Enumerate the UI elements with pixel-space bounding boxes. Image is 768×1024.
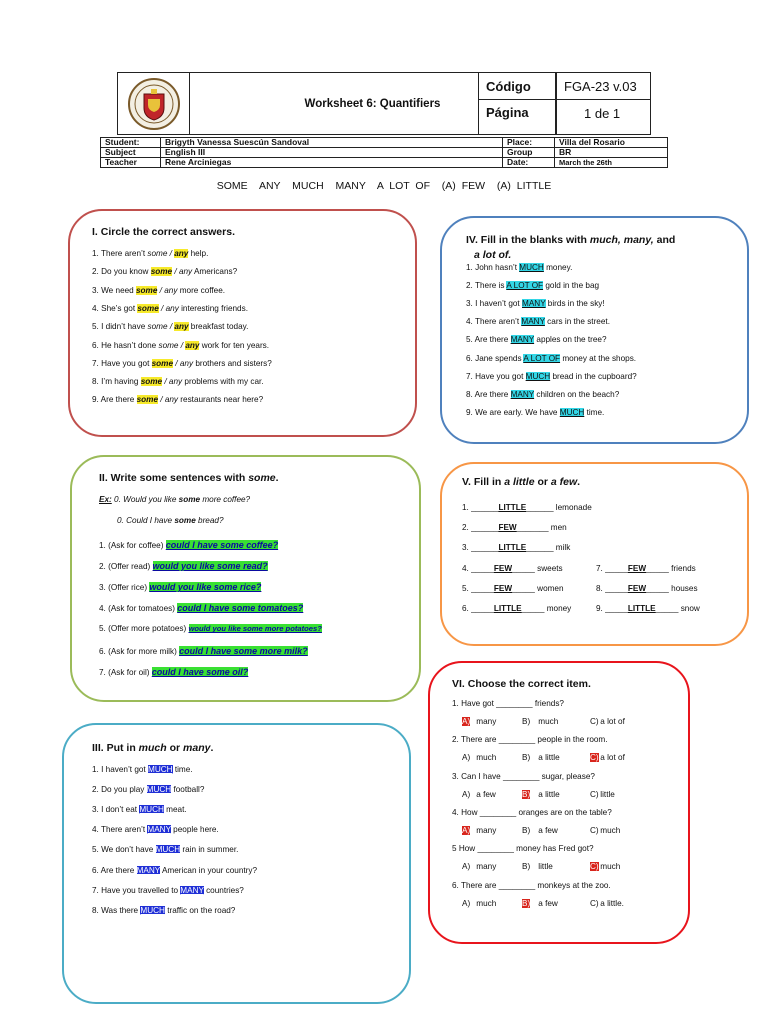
option-separator: / bbox=[167, 249, 175, 258]
circle-item bbox=[92, 359, 272, 368]
item-number: 7. bbox=[596, 564, 606, 573]
blank: _____ bbox=[471, 583, 494, 593]
section-1-title: I. Circle the correct answers. bbox=[92, 226, 235, 238]
section-5-title-mid: or bbox=[534, 476, 551, 488]
answer: A LOT OF bbox=[506, 281, 544, 291]
item-text: milk bbox=[553, 543, 571, 553]
circle-item bbox=[92, 322, 248, 331]
item-prompt: 6. (Ask for more milk) bbox=[99, 646, 180, 656]
answer: MUCH bbox=[525, 371, 551, 381]
item-text-end: cars in the street. bbox=[544, 317, 610, 327]
option-text: much bbox=[598, 825, 621, 835]
option-text: a lot of bbox=[598, 717, 625, 726]
answer: would you like some rice? bbox=[149, 582, 262, 593]
option-text: many bbox=[474, 825, 497, 835]
answer: LITTLE bbox=[498, 503, 527, 512]
question: 1. Have got ________ friends? bbox=[452, 699, 564, 708]
section-3-title-post: . bbox=[210, 742, 214, 754]
item-text-end: time. bbox=[584, 407, 605, 417]
item-prompt: 4. (Ask for tomatoes) bbox=[99, 604, 178, 614]
item-text-end: countries? bbox=[203, 885, 244, 895]
item-text: lemonade bbox=[553, 503, 592, 512]
option-any: any bbox=[164, 395, 179, 405]
item-text: 7. Have you travelled to bbox=[92, 885, 181, 895]
section-4-title-line2: a lot of. bbox=[474, 249, 512, 261]
fill-item bbox=[596, 564, 696, 573]
item-number: 5. bbox=[462, 583, 472, 593]
circle-item bbox=[92, 304, 248, 313]
item-text-end: money. bbox=[543, 263, 573, 272]
section-4-title-post: and bbox=[653, 234, 676, 246]
item-text-end: children on the beach? bbox=[534, 389, 620, 399]
option-letter: C) bbox=[590, 717, 599, 726]
item-text: 1. John hasn’t bbox=[466, 263, 520, 272]
answer: could I have some tomatoes? bbox=[177, 603, 304, 614]
answer: would you like some read? bbox=[152, 561, 268, 572]
answer: MANY bbox=[147, 825, 171, 835]
option-text: a few bbox=[536, 898, 558, 908]
option-letter: B) bbox=[522, 717, 531, 726]
fill-item bbox=[466, 299, 605, 308]
fill-item bbox=[92, 825, 219, 834]
student-label: Student: bbox=[101, 138, 161, 148]
teacher-label: Teacher bbox=[101, 158, 161, 168]
pagina-label: Página bbox=[486, 105, 529, 120]
item-text: 3. We need bbox=[92, 285, 136, 295]
item-prompt: 1. (Ask for coffee) bbox=[99, 541, 166, 550]
option-text: a few bbox=[536, 825, 558, 835]
answer: could I have some oil? bbox=[151, 666, 249, 677]
blank: _____ bbox=[471, 563, 494, 573]
circle-item bbox=[92, 249, 208, 258]
item-number: 4. bbox=[462, 563, 472, 573]
option-letter: A) bbox=[462, 789, 471, 799]
option-some: some bbox=[158, 340, 179, 350]
option-any: any bbox=[178, 267, 193, 277]
answer: could I have some more milk? bbox=[179, 645, 308, 656]
fill-item bbox=[462, 604, 571, 613]
option-letter: C) bbox=[590, 753, 599, 763]
item-prompt: 2. (Offer read) bbox=[99, 562, 153, 572]
date-value: March the 26th bbox=[555, 158, 668, 168]
option-letter: C) bbox=[590, 862, 599, 872]
section-2-title-post: . bbox=[275, 472, 279, 484]
section-5-title-pre: V. Fill in bbox=[462, 476, 505, 488]
item-text-end: problems with my car. bbox=[182, 377, 264, 387]
option-text: much bbox=[536, 717, 559, 726]
fill-item bbox=[462, 543, 570, 552]
fill-item bbox=[466, 408, 604, 417]
example-2-pre: 0. Could I have bbox=[117, 516, 175, 525]
option-any: any bbox=[179, 358, 194, 368]
option-letter: B) bbox=[522, 898, 531, 908]
section-2-title-em: some bbox=[248, 472, 276, 484]
answer: LITTLE bbox=[627, 604, 656, 614]
subject-label: Subject bbox=[101, 148, 161, 158]
item-text-end: apples on the tree? bbox=[534, 335, 607, 345]
section-3-title-em2: many bbox=[183, 742, 211, 754]
option-separator: / bbox=[167, 322, 175, 332]
item-text: 9. We are early. We have bbox=[466, 407, 560, 417]
blank: _______ bbox=[516, 523, 549, 533]
option-letter: C) bbox=[590, 789, 599, 799]
sentence-item bbox=[99, 561, 268, 571]
option-letter: B) bbox=[522, 789, 531, 799]
item-text-end: work for ten years. bbox=[199, 340, 270, 350]
option-letter: A) bbox=[462, 825, 471, 835]
option-separator: / bbox=[158, 303, 166, 313]
item-text: 5. We don’t have bbox=[92, 845, 156, 855]
option-some: some bbox=[137, 303, 159, 313]
fill-item bbox=[92, 785, 204, 794]
item-text: men bbox=[548, 523, 567, 533]
option-text: many bbox=[474, 717, 497, 726]
item-text: 5. I didn’t have bbox=[92, 322, 148, 332]
example-1-pre: 0. Would you like bbox=[111, 495, 179, 504]
item-text: money bbox=[544, 604, 572, 613]
item-prompt: 7. (Ask for oil) bbox=[99, 667, 152, 677]
option-separator: / bbox=[172, 267, 179, 277]
item-text: 8. I’m having bbox=[92, 377, 141, 387]
item-text-end: breakfast today. bbox=[188, 322, 249, 332]
sentence-item bbox=[99, 624, 322, 633]
sentence-item bbox=[99, 646, 308, 656]
section-5-title-post: . bbox=[577, 476, 581, 488]
option-any: any bbox=[165, 303, 179, 313]
answer: LITTLE bbox=[493, 604, 522, 613]
item-text: 8. Was there bbox=[92, 905, 141, 915]
option-text: many bbox=[474, 862, 497, 872]
item-text: snow bbox=[678, 604, 700, 614]
option-any: any bbox=[174, 322, 189, 332]
fill-item bbox=[596, 584, 698, 593]
option-letter: B) bbox=[522, 825, 531, 835]
student-value: Brigyth Vanessa Suescún Sandoval bbox=[161, 138, 503, 148]
item-text: 4. She’s got bbox=[92, 303, 138, 313]
option-some: some bbox=[136, 395, 158, 405]
item-text: 4. There aren’t bbox=[466, 317, 522, 327]
example-2-bold: some bbox=[174, 516, 196, 525]
item-prompt: 5. (Offer more potatoes) bbox=[99, 624, 189, 634]
item-text: 2. There is bbox=[466, 281, 507, 291]
option-letter: B) bbox=[522, 753, 531, 763]
item-text-end: birds in the sky! bbox=[545, 299, 605, 309]
section-3-title-pre: III. Put in bbox=[92, 742, 139, 754]
item-text: sweets bbox=[534, 563, 563, 573]
fill-item bbox=[466, 335, 607, 344]
blank: _____ bbox=[512, 563, 535, 573]
pagina-value: 1 de 1 bbox=[584, 106, 621, 121]
section-5-title-em2: a few bbox=[550, 476, 578, 488]
header-divider-v bbox=[478, 72, 479, 135]
quantifiers-line: SOME ANY MUCH MANY A LOT OF (A) FEW (A) LITTLE bbox=[216, 180, 552, 192]
option-letter: A) bbox=[462, 898, 471, 908]
item-text-end: traffic on the road? bbox=[164, 905, 236, 915]
item-text-end: bread in the cupboard? bbox=[550, 371, 637, 381]
codigo-label: Código bbox=[486, 79, 531, 94]
option-text: little bbox=[598, 789, 615, 799]
subject-value: English III bbox=[161, 148, 503, 158]
item-text-end: meat. bbox=[163, 805, 187, 815]
option-letter: A) bbox=[462, 717, 471, 726]
example-label: Ex: bbox=[99, 495, 112, 504]
blank: ______ bbox=[526, 503, 554, 512]
option-letter: A) bbox=[462, 753, 471, 763]
item-text: 7. Have you got bbox=[466, 371, 526, 381]
option-any: any bbox=[164, 285, 178, 295]
question: 4. How ________ oranges are on the table? bbox=[452, 807, 612, 817]
answer: MUCH bbox=[140, 905, 165, 915]
sentence-item bbox=[99, 540, 278, 550]
answer: could I have some coffee? bbox=[165, 540, 279, 550]
example-1-post: more coffee? bbox=[200, 495, 251, 504]
circle-item bbox=[92, 341, 269, 350]
item-text: 1. There aren’t bbox=[92, 249, 148, 258]
section-4-title bbox=[466, 234, 675, 246]
answer: A LOT OF bbox=[523, 353, 561, 363]
group-label: Group bbox=[503, 148, 555, 158]
answer: MUCH bbox=[519, 263, 544, 272]
blank: _____ bbox=[646, 564, 669, 573]
option-some: some bbox=[136, 285, 158, 295]
fill-item bbox=[466, 263, 572, 272]
section-2-box bbox=[70, 455, 421, 702]
option-text: much bbox=[474, 753, 497, 763]
option-some: some bbox=[147, 322, 168, 332]
item-number: 6. bbox=[462, 604, 472, 613]
section-4-title-pre: IV. Fill in the blanks with bbox=[466, 234, 590, 246]
option-separator: / bbox=[157, 285, 165, 295]
teacher-value: Rene Arciniegas bbox=[161, 158, 503, 168]
answer: MANY bbox=[522, 299, 546, 309]
item-text-end: people here. bbox=[170, 825, 219, 835]
blank: _____ bbox=[605, 584, 628, 594]
answer: MUCH bbox=[146, 785, 172, 795]
item-text: 4. There aren’t bbox=[92, 825, 148, 835]
option-letter: A) bbox=[462, 862, 471, 872]
sentence-item bbox=[99, 667, 248, 677]
item-text: 1. I haven’t got bbox=[92, 765, 148, 774]
fill-item bbox=[466, 372, 637, 381]
section-6-title: VI. Choose the correct item. bbox=[452, 678, 591, 690]
fill-item bbox=[596, 604, 700, 613]
option-any: any bbox=[185, 340, 200, 350]
item-text-end: help. bbox=[188, 249, 209, 258]
section-3-title-em1: much bbox=[138, 742, 167, 754]
answer: FEW bbox=[493, 583, 513, 593]
item-text: 6. Are there bbox=[92, 865, 137, 875]
option-separator: / bbox=[173, 358, 180, 368]
blank: ______ bbox=[471, 543, 499, 553]
blank: _____ bbox=[521, 604, 545, 613]
fill-item bbox=[462, 564, 563, 573]
item-text-end: brothers and sisters? bbox=[193, 358, 272, 368]
group-value: BR bbox=[555, 148, 668, 158]
option-text: a little bbox=[536, 753, 560, 763]
item-text: 8. Are there bbox=[466, 389, 511, 399]
fill-item bbox=[466, 354, 636, 363]
blank: _____ bbox=[646, 584, 669, 594]
item-prompt: 3. (Offer rice) bbox=[99, 583, 150, 593]
circle-item bbox=[92, 377, 264, 386]
item-number: 8. bbox=[596, 584, 606, 594]
example-2 bbox=[117, 516, 224, 525]
option-text: a little bbox=[536, 789, 560, 799]
header-divider-v2 bbox=[556, 72, 557, 135]
section-2-title-pre: II. Write some sentences with bbox=[99, 472, 249, 484]
option-letter: B) bbox=[522, 862, 531, 872]
option-some: some bbox=[151, 358, 174, 368]
item-text-end: Americans? bbox=[192, 267, 238, 277]
fill-item bbox=[92, 845, 238, 854]
blank: ______ bbox=[471, 523, 499, 533]
answer: LITTLE bbox=[498, 543, 527, 553]
answer: MANY bbox=[136, 865, 161, 875]
sentence-item bbox=[99, 582, 261, 592]
section-5-title bbox=[462, 476, 580, 488]
circle-item bbox=[92, 267, 237, 276]
option-any: any bbox=[168, 377, 183, 387]
example-1-bold: some bbox=[178, 495, 201, 504]
option-text: a few bbox=[474, 789, 496, 799]
option-separator: / bbox=[178, 340, 186, 350]
item-text: 5. Are there bbox=[466, 335, 511, 345]
example-1 bbox=[99, 495, 250, 504]
item-text: 2. Do you know bbox=[92, 267, 151, 277]
item-text: 6. He hasn’t done bbox=[92, 340, 159, 350]
section-3-title-mid: or bbox=[166, 742, 184, 754]
answer: FEW bbox=[493, 563, 513, 573]
fill-item bbox=[92, 805, 187, 814]
answer: MANY bbox=[510, 335, 535, 345]
item-text: friends bbox=[668, 564, 696, 573]
blank: _____ bbox=[512, 583, 535, 593]
question: 2. There are ________ people in the room. bbox=[452, 735, 608, 745]
circle-item bbox=[92, 395, 263, 404]
sentence-item bbox=[99, 603, 303, 613]
fill-item bbox=[466, 390, 619, 399]
answer: MUCH bbox=[155, 845, 181, 855]
option-some: some bbox=[147, 249, 168, 258]
item-text-end: American in your country? bbox=[160, 865, 258, 875]
question: 3. Can I have ________ sugar, please? bbox=[452, 771, 595, 781]
item-number: 9. bbox=[596, 604, 606, 614]
option-some: some bbox=[150, 267, 173, 277]
question: 6. There are ________ monkeys at the zoo. bbox=[452, 880, 611, 890]
option-letter: C) bbox=[590, 825, 599, 835]
option-separator: / bbox=[158, 395, 165, 405]
item-number: 2. bbox=[462, 523, 472, 533]
fill-item bbox=[466, 317, 610, 326]
item-text-end: rain in summer. bbox=[180, 845, 239, 855]
blank: ______ bbox=[471, 503, 499, 512]
item-text: 7. Have you got bbox=[92, 358, 152, 368]
item-text: 6. Jane spends bbox=[466, 353, 524, 363]
student-info-table bbox=[100, 137, 668, 168]
answer: MUCH bbox=[139, 805, 164, 815]
blank: _____ bbox=[605, 564, 628, 573]
fill-item bbox=[92, 886, 244, 895]
fill-item bbox=[466, 281, 599, 290]
blank: _____ bbox=[471, 604, 494, 613]
item-text-end: interesting friends. bbox=[178, 303, 248, 313]
option-text: much bbox=[474, 898, 497, 908]
item-number: 3. bbox=[462, 543, 472, 553]
option-text: much bbox=[598, 862, 621, 872]
circle-item bbox=[92, 286, 225, 295]
option-text: a lot of bbox=[598, 753, 625, 763]
fill-item bbox=[92, 866, 257, 875]
university-seal-icon bbox=[127, 77, 181, 131]
example-2-post: bread? bbox=[195, 516, 224, 525]
option-some: some bbox=[140, 377, 163, 387]
item-number: 1. bbox=[462, 503, 472, 512]
question: 5 How ________ money has Fred got? bbox=[452, 844, 594, 854]
item-text-end: money at the shops. bbox=[560, 353, 637, 363]
option-letter: C) bbox=[590, 898, 599, 908]
item-text-end: football? bbox=[171, 785, 205, 795]
fill-item bbox=[462, 503, 592, 512]
answer: MUCH bbox=[148, 765, 173, 774]
item-text: 2. Do you play bbox=[92, 785, 147, 795]
fill-item bbox=[92, 906, 235, 915]
section-5-box bbox=[440, 462, 749, 646]
section-3-title bbox=[92, 742, 213, 754]
answer: MANY bbox=[510, 389, 535, 399]
item-text: 3. I haven’t got bbox=[466, 299, 522, 309]
option-text: a little. bbox=[598, 898, 624, 908]
answer: FEW bbox=[498, 523, 517, 533]
option-separator: / bbox=[162, 377, 169, 387]
answer: MANY bbox=[521, 317, 545, 327]
answer: MUCH bbox=[559, 407, 585, 417]
item-text: 3. I don’t eat bbox=[92, 805, 140, 815]
section-5-title-em1: a little bbox=[504, 476, 535, 488]
fill-item bbox=[462, 584, 564, 593]
blank: ______ bbox=[526, 543, 554, 553]
blank: _____ bbox=[655, 604, 679, 614]
fill-item bbox=[462, 523, 567, 532]
answer: FEW bbox=[627, 584, 647, 594]
option-any: any bbox=[174, 249, 189, 258]
logo-cell bbox=[118, 73, 190, 134]
item-text-end: time. bbox=[172, 765, 193, 774]
answer: would you like some more potatoes? bbox=[188, 624, 322, 634]
place-value: Villa del Rosario bbox=[555, 138, 668, 148]
blank: _____ bbox=[605, 604, 628, 614]
option-text: little bbox=[536, 862, 553, 872]
date-label: Date: bbox=[503, 158, 555, 168]
item-text-end: gold in the bag bbox=[543, 281, 600, 291]
item-text: women bbox=[534, 583, 564, 593]
item-text-end: restaurants near here? bbox=[178, 395, 264, 405]
item-text: 9. Are there bbox=[92, 395, 137, 405]
section-2-title bbox=[99, 472, 279, 484]
place-label: Place: bbox=[503, 138, 555, 148]
header-divider-h bbox=[478, 99, 651, 100]
item-text: houses bbox=[668, 584, 698, 594]
item-text-end: more coffee. bbox=[177, 285, 226, 295]
answer: MANY bbox=[180, 885, 204, 895]
section-4-title-em: much, many, bbox=[589, 234, 654, 246]
answer: FEW bbox=[627, 564, 647, 573]
codigo-value: FGA-23 v.03 bbox=[564, 79, 637, 94]
worksheet-title: Worksheet 6: Quantifiers bbox=[190, 73, 556, 134]
fill-item bbox=[92, 765, 193, 774]
